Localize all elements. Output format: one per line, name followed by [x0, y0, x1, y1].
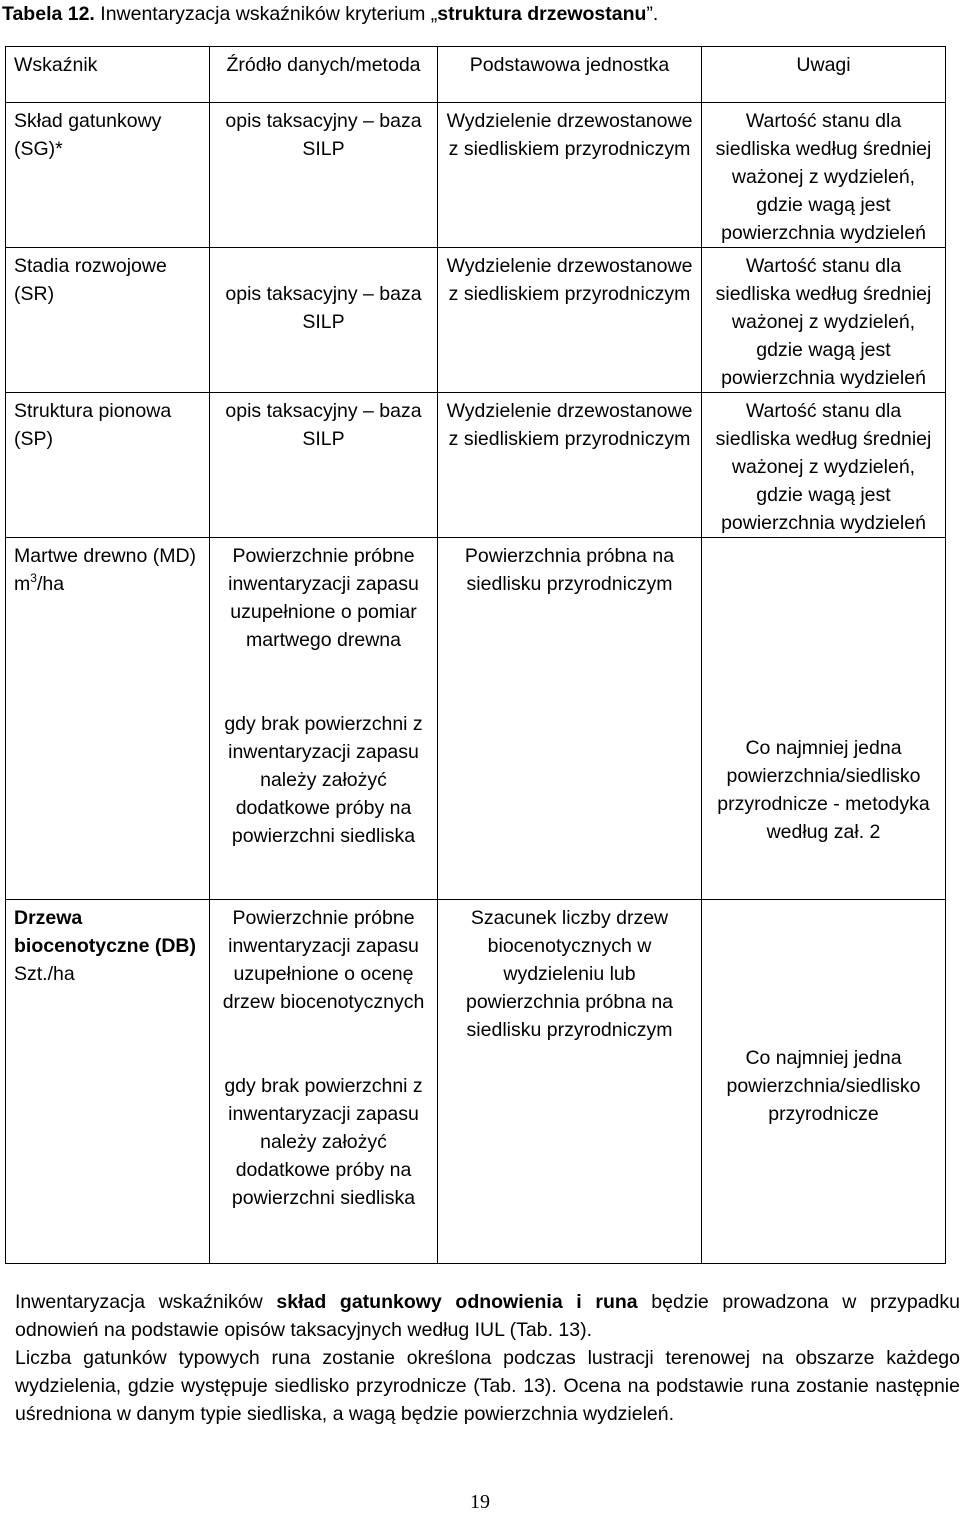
paragraph-2: Liczba gatunków typowych runa zostanie określona podczas lustracji terenowej na obszarze każdego wydzielenia, gdzie występuje siedlisko przyrodnicze (Tab. 13). Ocena na podstawie runa zostanie następnie uśredniona w danym typie siedliska, a wagą będzie powierzchnia wydzieleń.: [15, 1347, 960, 1425]
paragraph-1-post: będzie prowadzona w przypadku odnowień na podstawie opisów taksacyjnych według IUL (Tab. 13).: [15, 1291, 960, 1341]
page-number: 19: [470, 1491, 490, 1513]
table-row: [6, 393, 946, 538]
row-source: opis taksacyjny – baza SILP: [210, 103, 438, 248]
row-unit: Wydzielenie drzewostanowe z siedliskiem przyrodniczym: [438, 103, 702, 248]
row-indicator: [6, 538, 210, 900]
table-caption: [2, 0, 658, 28]
row-notes-text: Co najmniej jedna powierzchnia/siedlisko przyrodnicze: [726, 1047, 921, 1125]
row-notes: Wartość stanu dla siedliska według średniej ważonej z wydzieleń, gdzie wagą jest powierzchnia wydzieleń: [702, 393, 946, 538]
row-indicator: Struktura pionowa (SP): [6, 393, 210, 538]
row-notes: [702, 900, 946, 1264]
row-source: opis taksacyjny – baza SILP: [210, 393, 438, 538]
row-indicator-unit-sup: 3: [30, 570, 37, 585]
row-indicator-name: Martwe drewno (MD): [14, 545, 197, 567]
row-source-text: opis taksacyjny – baza SILP: [225, 283, 422, 333]
table-row: [6, 538, 946, 900]
header-indicator: Wskaźnik: [6, 47, 210, 103]
row-indicator-unit-rest: /ha: [36, 573, 65, 595]
table-row: [6, 248, 946, 393]
row-source-text: Powierzchnie próbne inwentaryzacji zapasu uzupełnione o pomiar martwego drewna: [228, 545, 419, 651]
row-unit: Wydzielenie drzewostanowe z siedliskiem przyrodniczym: [438, 393, 702, 538]
row-notes-text: Co najmniej jedna powierzchnia/siedlisko przyrodnicze - metodyka według zał. 2: [717, 737, 930, 843]
row-notes: [702, 538, 946, 900]
row-source: [210, 900, 438, 1264]
table-row: [6, 900, 946, 1264]
row-indicator-name: Drzewa biocenotyczne (DB): [14, 907, 197, 957]
header-unit: Podstawowa jednostka: [438, 47, 702, 103]
row-unit: Wydzielenie drzewostanowe z siedliskiem przyrodniczym: [438, 248, 702, 393]
row-source-alt-text: gdy brak powierzchni z inwentaryzacji zapasu należy założyć dodatkowe próby na powierzchni siedliska: [224, 1075, 423, 1209]
row-source: [210, 248, 438, 393]
row-source-text: Powierzchnie próbne inwentaryzacji zapasu uzupełnione o ocenę drzew biocenotycznych: [222, 907, 425, 1013]
header-notes: Uwagi: [702, 47, 946, 103]
table-row: [6, 103, 946, 248]
row-unit: Powierzchnia próbna na siedlisku przyrodniczym: [438, 538, 702, 900]
caption-bold: struktura drzewostanu: [437, 3, 647, 25]
paragraph-1-bold: skład gatunkowy odnowienia i runa: [276, 1291, 638, 1313]
row-indicator: [6, 900, 210, 1264]
caption-text: Inwentaryzacja wskaźników kryterium „: [94, 3, 438, 25]
row-indicator: Stadia rozwojowe (SR): [6, 248, 210, 393]
row-unit: Szacunek liczby drzew biocenotycznych w wydzieleniu lub powierzchnia próbna na siedlisku przyrodniczym: [438, 900, 702, 1264]
caption-label: Tabela 12.: [2, 3, 95, 25]
row-indicator-unit: Szt./ha: [14, 963, 75, 985]
paragraph-1: [15, 1288, 960, 1344]
paragraph-1-pre: Inwentaryzacja wskaźników: [15, 1291, 277, 1313]
row-source-alt-text: gdy brak powierzchni z inwentaryzacji zapasu należy założyć dodatkowe próby na powierzchni siedliska: [224, 713, 423, 847]
row-source: [210, 538, 438, 900]
table-header-row: [6, 47, 946, 103]
row-indicator: Skład gatunkowy (SG)*: [6, 103, 210, 248]
row-indicator-unit-base: m: [14, 573, 31, 595]
caption-end: ”.: [646, 3, 659, 25]
row-notes: Wartość stanu dla siedliska według średniej ważonej z wydzieleń, gdzie wagą jest powierzchnia wydzieleń: [702, 248, 946, 393]
indicators-table: [5, 46, 946, 1264]
row-notes: Wartość stanu dla siedliska według średniej ważonej z wydzieleń, gdzie wagą jest powierzchnia wydzieleń: [702, 103, 946, 248]
header-source: Źródło danych/metoda: [210, 47, 438, 103]
